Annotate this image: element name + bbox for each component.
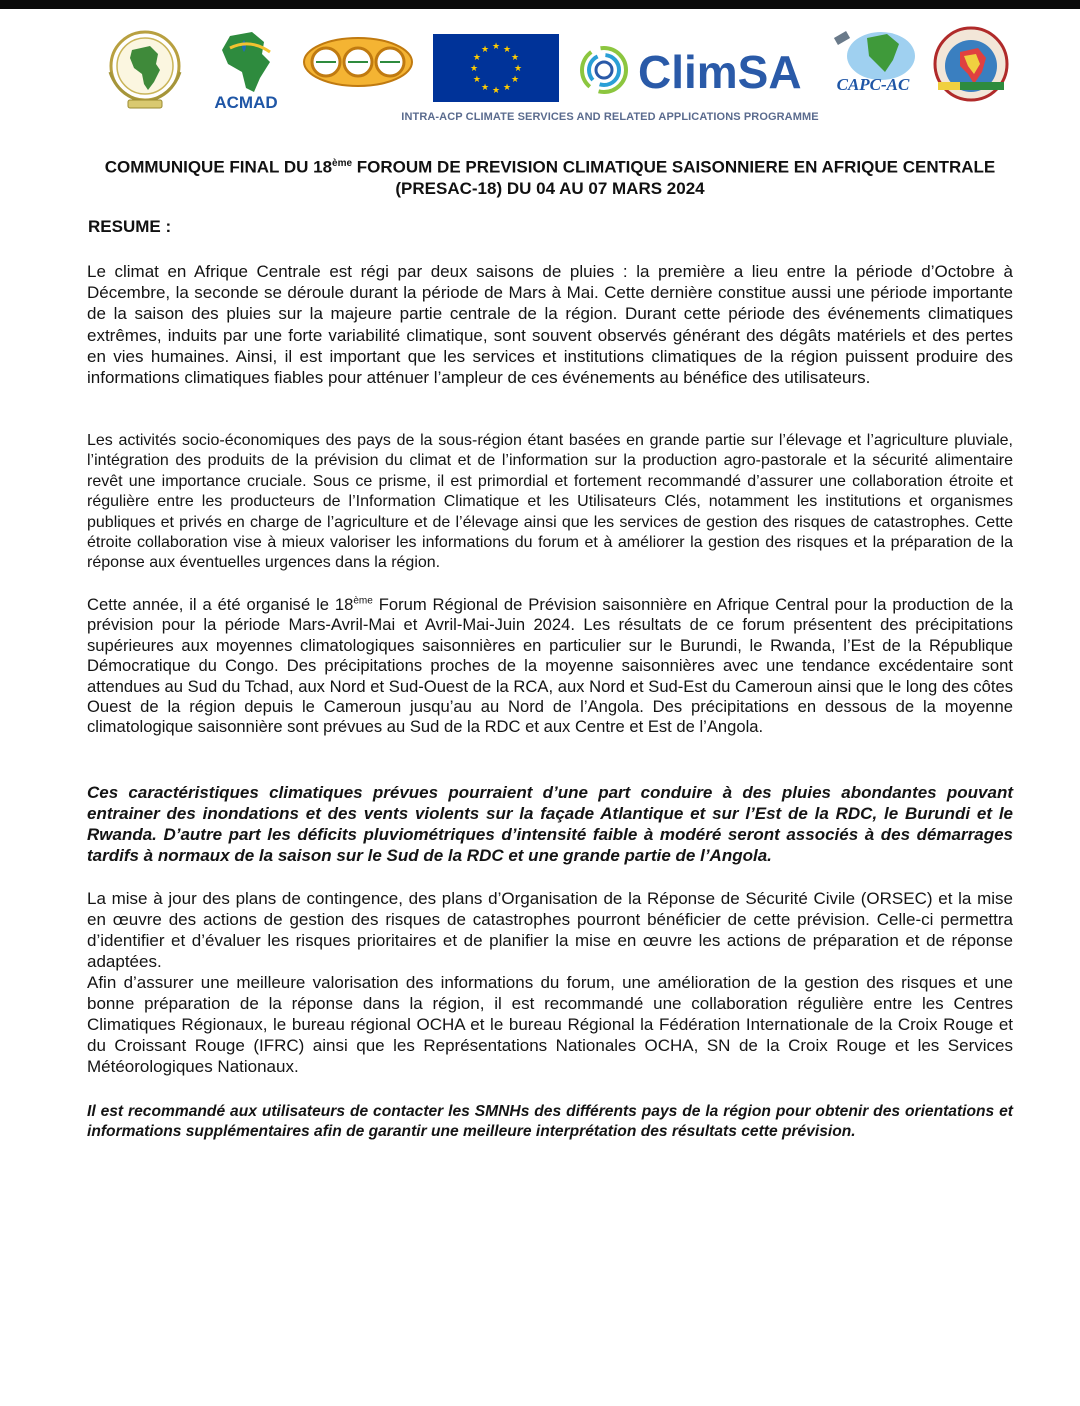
acmad-logo-text: ACMAD bbox=[214, 93, 278, 112]
p3-part-2: Forum Régional de Prévision saisonnière en Afrique Central pour la production de la prévision pour la période Mars-Avril-Mai et Avril-Mai-Juin 2024. Les résultats de ce forum présentent des précipitations supérieures aux moyennes climatologiques saisonnières en particulier sur le Burundi, le Rwanda, l’Est de la République Démocratique du Congo. Des précipitations proches de la moyenne saisonnières avec une tendance excédentaire sont attendues au Sud du Tchad, aux Nord et Sud-Ouest de la RCA, aux Nord et Sud-Est du Cameroun ainsi que le long des côtes Ouest de la région depuis le Cameroun jusqu’au au Nord de l’Angola. Des précipitations en dessous de la moyenne climatologique saisonnière sont prévues au Sud de la RDC et aux Centre et Est de l’Angola. bbox=[87, 595, 1014, 737]
eu-star: ★ bbox=[491, 42, 501, 52]
eu-star: ★ bbox=[511, 53, 520, 63]
cesac-eccas-logo bbox=[930, 26, 1012, 102]
capc-ac-logo bbox=[829, 26, 921, 108]
title-superscript: ème bbox=[332, 158, 353, 169]
top-border bbox=[0, 0, 1080, 9]
paragraph-socio-economic: Les activités socio-économiques des pays de la sous-région étant basées en grande partie sur l’élevage et l’agriculture pluviale, l’intégration des produits de la prévision du climat et de l’information sur la production agro-pastorale et la sécurité alimentaire revêt une importance cruciale. Sous ce prisme, il est primordial et fortement recommandé d’assurer une collaboration étroite et régulière entre les producteurs de l’Information Climatique et les Utilisateurs Clés, notamment les institutions et organismes publiques et privés en charge de l’agriculture et de l’élevage ainsi que les services de gestion des risques de catastrophes. Cette étroite collaboration vise à mieux valoriser les informations du forum et à améliorer la gestion des risques et la préparation de la réponse aux éventuelles urgences dans la région. bbox=[87, 432, 1013, 572]
eu-star: ★ bbox=[511, 75, 520, 85]
eu-star: ★ bbox=[502, 83, 512, 94]
eu-star: ★ bbox=[472, 53, 481, 63]
capc-ac-logo-text: CAPC-AC bbox=[836, 75, 910, 94]
paragraph-collaboration: Afin d’assurer une meilleure valorisation des informations du forum, une amélioration de la gestion des risques et une bonne préparation de la réponse dans la région, il est recommandé une collaboration régulière entre les Centres Climatiques Régionaux, le bureau régional OCHA et le bureau Régional la Fédération Internationale de la Croix Rouge et du Croissant Rouge (IFRC) ainsi que les Représentations Nationales OCHA, SN de la Croix Rouge et les Services Météorologiques Nationaux. bbox=[87, 973, 1013, 1076]
eu-star: ★ bbox=[480, 44, 490, 55]
paragraph-forecast-results bbox=[87, 595, 1013, 738]
climsa-logo bbox=[580, 30, 820, 106]
resume-heading: RESUME : bbox=[88, 217, 172, 236]
paragraph-recommendation: Il est recommandé aux utilisateurs de contacter les SMNHs des différents pays de la région pour obtenir des orientations et informations supplémentaires afin de garantir une meilleure interprétation des résultats cette prévision. bbox=[87, 1103, 1013, 1140]
eu-star: ★ bbox=[472, 75, 481, 85]
title-part-2: FOROUM DE PREVISION CLIMATIQUE SAISONNIERE EN AFRIQUE CENTRALE (PRESAC-18) DU 04 AU 07 MARS 2024 bbox=[352, 157, 996, 198]
title-part-1: COMMUNIQUE FINAL DU 18 bbox=[104, 157, 333, 177]
eu-star: ★ bbox=[513, 64, 523, 74]
document-title bbox=[95, 153, 1005, 199]
acp-logo bbox=[302, 26, 416, 92]
paragraph-climate-intro: Le climat en Afrique Centrale est régi par deux saisons de pluies : la première a lieu entre la période d’Octobre à Décembre, la seconde se déroule durant la période de Mars à Mai. Cette dernière constitue aussi une période importante de la saison des pluies sur la majeure partie centrale de la région. Durant cette période des événements climatiques extrêmes, induits par une forte variabilité climatique, sont souvent observés générant des dégâts matériels et des pertes en vies humaines. Ainsi, il est important que les services et institutions climatiques de la région puissent produire des informations climatiques fiables pour atténuer l’ampleur de ces événements au bénéfice des utilisateurs. bbox=[87, 262, 1013, 388]
paragraph-impacts: Ces caractéristiques climatiques prévues pourraient d’une part conduire à des pluies abondantes pouvant entrainer des inondations et des vents violents sur la façade Atlantique et sur l’Est de la RDC, le Burundi et le Rwanda. D’autre part les déficits pluviométriques d’intensité faible à modéré seront associés à des démarrages tardifs à normaux de la saison sur le Sud de la RDC et une grande partie de l’Angola. bbox=[87, 783, 1013, 865]
paragraph-contingency-plans: La mise à jour des plans de contingence, des plans d’Organisation de la Réponse de Sécurité Civile (ORSEC) et la mise en œuvre des actions de gestion des risques de catastrophes pourront bénéficier de cette prévision. Celle-ci permettra d’identifier et d’évaluer les risques prioritaires et de planifier la mise en œuvre les actions de préparation et de réponse adaptées. bbox=[87, 889, 1013, 971]
logo-banner bbox=[96, 26, 1016, 110]
eu-star: ★ bbox=[491, 86, 501, 96]
eu-star: ★ bbox=[469, 64, 479, 74]
programme-subtitle: INTRA-ACP CLIMATE SERVICES AND RELATED APPLICATIONS PROGRAMME bbox=[401, 111, 819, 123]
african-union-logo bbox=[98, 26, 192, 110]
p3-part-1: Cette année, il a été organisé le 18 bbox=[87, 595, 354, 614]
eu-flag-logo bbox=[433, 34, 559, 102]
eu-star: ★ bbox=[480, 83, 490, 94]
paragraph-contingency-block bbox=[87, 888, 1013, 1077]
p3-superscript: ème bbox=[353, 595, 373, 607]
eu-star: ★ bbox=[502, 44, 512, 55]
climsa-logo-text: ClimSA bbox=[638, 46, 802, 98]
acmad-logo bbox=[200, 26, 292, 112]
